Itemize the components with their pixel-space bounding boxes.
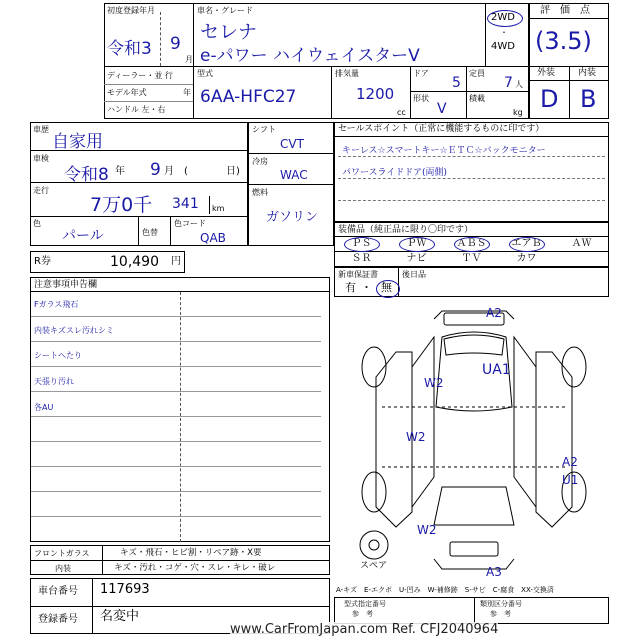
car-name-label: 車名・グレード [197, 6, 253, 15]
fuel-value: ガソリン [266, 210, 319, 225]
divider [338, 156, 605, 157]
score-label: 評 価 点 [540, 5, 590, 16]
recycle-label: R券 [34, 256, 51, 267]
inspection-month: 9 [150, 160, 161, 180]
capacity-label: 定員 [469, 69, 485, 78]
sales-points-label: セールスポイント（正常に機能するものに印です） [338, 124, 545, 134]
color-code-value: QAB [200, 231, 226, 245]
front-outline [434, 311, 514, 319]
reg-year-value: 令和3 [107, 39, 152, 59]
load-unit: kg [513, 108, 523, 117]
divider [410, 91, 529, 92]
left-body [412, 337, 434, 507]
year-suffix: 年 [115, 166, 125, 177]
mark-roof: UA1 [482, 362, 511, 378]
warranty-no: 無 [381, 281, 392, 294]
equipment-item-abs: ＡＢＳ [456, 238, 487, 249]
equipment-item-empty [554, 252, 609, 267]
recycle-unit: 円 [171, 256, 181, 267]
equipment-label: 装備品（純正品に限り〇印です） [338, 225, 474, 235]
ref2-label: 参 考 [490, 610, 511, 618]
mark-left-rear: W2 [417, 523, 437, 537]
note-item: 各AU [34, 403, 54, 412]
note-line [31, 466, 321, 467]
shape-value: V [437, 101, 447, 117]
reg-month-value: 9 [170, 34, 181, 54]
shift-value: CVT [280, 137, 304, 151]
cert-label: 型式指定番号 [344, 600, 386, 608]
mark-left-mid: W2 [406, 430, 426, 444]
ps-circle [344, 237, 380, 252]
shift-label: シフト [252, 125, 276, 134]
mileage-label: 走行 [33, 186, 49, 195]
note-item: Fガラス飛石 [34, 300, 79, 309]
reg-num-label: 登録番号 [38, 614, 78, 625]
handle-label: ハンドル 左・右 [107, 105, 166, 114]
divider [170, 216, 171, 246]
reg-year-label: 初度登録年月 [107, 6, 155, 15]
displacement-value: 1200 [356, 85, 395, 103]
note-item: シートへたり [34, 351, 82, 360]
windshield [444, 335, 504, 355]
divider [102, 545, 103, 575]
type-value: 6AA-HFC27 [200, 87, 297, 107]
divider [338, 178, 605, 179]
equipment-item-aw: ＡＷ [571, 238, 592, 249]
type-label: 型式 [197, 69, 213, 78]
color-code-label: 色コード [174, 219, 206, 228]
model-year-suffix: 年 [183, 88, 191, 97]
mark-left-front: W2 [424, 376, 444, 390]
divider [92, 578, 93, 634]
note-line [31, 491, 321, 492]
divider [338, 200, 605, 201]
exterior-label: 外装 [537, 68, 556, 78]
equipment-item-leather: カワ [516, 253, 537, 264]
equipment-item-pw: ＰＷ [406, 238, 427, 249]
displacement-unit: cc [397, 108, 406, 117]
drive-2wd: 2WD [491, 12, 515, 23]
divider [529, 18, 609, 19]
note-line [31, 516, 321, 517]
note-line [31, 316, 321, 317]
warranty-label: 新車保証書 [338, 270, 378, 279]
car-name: セレナ [200, 21, 258, 43]
class-label: 類別区分番号 [480, 600, 522, 608]
mark-rear: A3 [486, 565, 502, 579]
color-label: 色 [33, 219, 41, 228]
note-line [31, 441, 321, 442]
divider [104, 84, 193, 85]
ac-label: 冷房 [252, 157, 268, 166]
divider [160, 12, 161, 66]
plate-label: 車歴 [33, 125, 49, 134]
divider [30, 606, 330, 607]
chassis-value: 117693 [100, 582, 150, 597]
spare-hub [369, 540, 379, 550]
capacity-value: 7 [504, 75, 513, 91]
divider [30, 560, 330, 561]
note-item: 天張り汚れ [34, 377, 74, 386]
equipment-item-tv: ＴＶ [461, 253, 482, 264]
day-close: 日) [226, 166, 240, 177]
inspection-year: 令和8 [64, 165, 109, 185]
spare-label: スペア [360, 561, 388, 571]
chassis-label: 車台番号 [38, 586, 78, 597]
warranty-no-circle [376, 280, 400, 298]
plate-value: 自家用 [52, 132, 103, 152]
divider [466, 66, 467, 119]
interior-label: 内装 [578, 68, 597, 78]
sales-points-line1: キーレス☆スマートキー☆ＥＴＣ☆バックモニター [342, 146, 546, 156]
month-suffix: 月 [185, 55, 193, 64]
color-change-label: 色替 [142, 228, 158, 237]
color-value: パール [62, 228, 104, 244]
divider [209, 196, 210, 214]
rear-bumper [434, 559, 514, 569]
equipment-item-sr: ＳＲ [351, 253, 372, 264]
day-open: ( [184, 166, 188, 177]
model-year-label: モデル年式 [107, 88, 147, 97]
grade: e-パワー ハイウェイスターV [200, 46, 420, 66]
mark-right-a: A2 [562, 455, 578, 469]
mileage-unit: km [212, 204, 225, 213]
interior-value: B [580, 85, 597, 113]
abs-circle [454, 237, 490, 252]
wheel-fr [562, 347, 586, 387]
month-suffix: 月 [164, 166, 174, 177]
shape-label: 形状 [413, 94, 429, 103]
watermark: www.CarFromJapan.com Ref. CFJ2040964 [230, 622, 499, 637]
divider [569, 66, 570, 119]
legend: A-キズ E-エクボ U-凹み W-補修跡 S-サビ C-腐食 XX-交換済 [336, 586, 554, 594]
rear-window [434, 487, 514, 525]
interior-value: キズ・汚れ・コゲ・穴・スレ・キレ・破レ [114, 563, 276, 573]
score-value: (3.5) [535, 27, 592, 55]
rear-plate [450, 542, 498, 556]
interior-label: 内装 [55, 564, 71, 573]
dealer-label: ディーラー・並 行 [107, 71, 173, 80]
reg-num-value: 名変中 [100, 609, 140, 624]
door-label: ドア [413, 69, 429, 78]
divider [248, 153, 334, 154]
front-glass-label: フロントガラス [34, 549, 90, 558]
mileage-value: 7万0千 [90, 194, 153, 216]
front-glass-value: キズ・飛石・ヒビ割・リペア跡・X要 [120, 548, 262, 558]
mark-front: A2 [486, 306, 502, 320]
equipment-item-airbag: エアＢ [511, 238, 542, 249]
right-body [514, 337, 536, 507]
divider [334, 136, 609, 137]
recycle-value: 10,490 [110, 254, 159, 270]
divider [180, 292, 181, 542]
drive-dot: ・ [500, 28, 508, 37]
wheel-rl [362, 472, 386, 512]
divider [485, 3, 486, 66]
divider [138, 216, 139, 246]
divider [104, 101, 193, 102]
drive-4wd: 4WD [491, 41, 515, 52]
note-item: 内装キズスレ汚れシミ [34, 326, 114, 335]
note-line [31, 341, 321, 342]
mileage-extra: 341 [172, 196, 199, 212]
notes-label: 注意事項申告欄 [34, 280, 98, 290]
warranty-dot: ・ [361, 281, 372, 294]
recycle-box [30, 251, 185, 273]
import-label: 後日品 [402, 270, 426, 279]
load-label: 積載 [469, 94, 485, 103]
divider [30, 182, 248, 183]
divider [193, 3, 194, 119]
spare-tire [360, 531, 388, 559]
pw-circle [399, 237, 435, 252]
note-line [31, 391, 321, 392]
equipment-item-navi: ナビ [406, 253, 427, 264]
car-diagram [334, 297, 609, 585]
divider [248, 184, 334, 185]
right-side [536, 352, 572, 527]
note-line [31, 416, 321, 417]
fuel-label: 燃料 [252, 188, 268, 197]
inspection-label: 車検 [33, 154, 49, 163]
warranty-yes: 有 [345, 281, 356, 294]
displacement-label: 排気量 [335, 69, 359, 78]
mark-right-u: U1 [562, 473, 579, 487]
exterior-value: D [540, 85, 559, 113]
divider [410, 66, 411, 119]
ac-value: WAC [280, 168, 308, 182]
note-line [31, 366, 321, 367]
sales-points-line2: パワースライドドア(両側) [342, 168, 448, 178]
equipment-item-ps: ＰＳ [351, 238, 372, 249]
divider [331, 66, 332, 119]
wheel-fl [362, 347, 386, 387]
door-value: 5 [452, 75, 461, 91]
capacity-unit: 人 [515, 80, 523, 89]
ref-label: 参 考 [352, 610, 373, 618]
airbag-circle [509, 237, 545, 252]
divider [474, 597, 475, 624]
